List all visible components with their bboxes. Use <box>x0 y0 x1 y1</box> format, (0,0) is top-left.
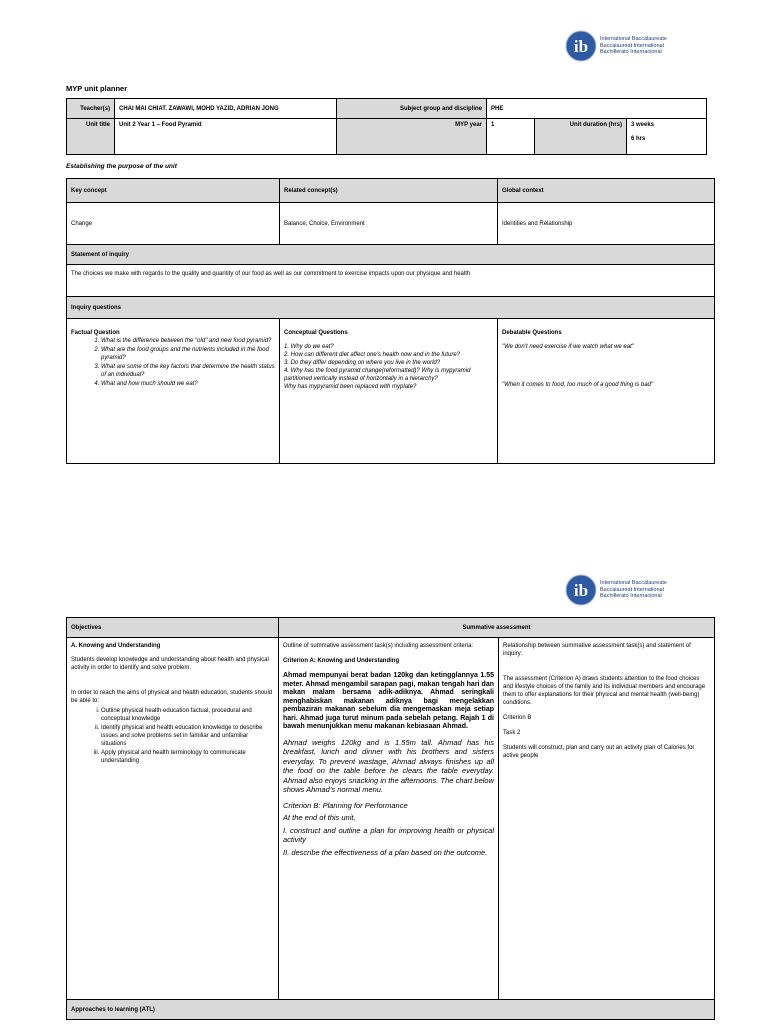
atl-label: Approaches to learning (ATL) <box>67 1000 715 1020</box>
malay-task-text: Ahmad mempunyai berat badan 120kg dan ketingglannya 1.55 meter. Ahmad mengambil sarapan pagi, makan tengah hari dan makan malam bersama adik-adiknya. Ahmad seringkali menghabiskan makanan adiknya bagi mengelakkan pembaziran makanan sebelum dia mengemaskan meja setiap hari. Ahmad juga turut minum pada sebelah petang. Rajah 1 di bawah menunjukkan menu makanan kebiasaan Ahmad. <box>283 672 494 730</box>
factual-item: 1. What is the difference between the "old" and new food pyramid? <box>101 337 275 345</box>
subject-value: PHE <box>487 99 707 119</box>
conceptual-item: 2. How can different diet affect one’s health now and in the future? <box>284 352 461 358</box>
unit-title-label: Unit title <box>67 119 115 155</box>
key-concept-value: Change <box>67 203 280 245</box>
logo-line-1: International Baccalaureate <box>600 580 667 587</box>
factual-cell <box>67 319 280 464</box>
objective-a-heading: A. Knowing and Understanding <box>71 643 161 649</box>
criterion-b-heading: Criterion B: Planning for Performance <box>283 800 408 810</box>
related-concepts-label: Related concept(s) <box>280 179 498 203</box>
factual-item: 2. What are the food groups and the nutrients included in the food pyramid? <box>101 346 275 362</box>
conceptual-item: Why has mypyramid been replaced with myplate? <box>284 384 417 390</box>
relationship-heading: Relationship between summative assessment task(s) and statement of inquiry: <box>503 643 691 657</box>
relationship-text: The assessment (Criterion A) draws students attention to the food choices and lifestyle choices of the family and its individual members and encourage them to offer explanations for their physical and mental health (well-being) conditions. <box>503 676 706 706</box>
factual-heading: Factual Question <box>71 330 120 336</box>
debatable-item: "We don’t need exercise if we watch what we eat" <box>502 344 634 350</box>
svg-text:ib: ib <box>573 37 589 56</box>
factual-item: 3. What are some of the key factors that determine the health status of an individual? <box>101 363 275 379</box>
english-task-text: Ahmad weighs 120kg and is 1.55m tall. Ahmad has his breakfast, lunch and dinner with his brothers and sisters everyday. To prevent wastage, Ahmad always finishes up all the food on the table before he clears the table everyday. Ahmad also enjoys snacking in the afternoons. The chart below shows Ahmad’s normal menu. <box>283 737 494 794</box>
global-context-value: Identities and Relationship <box>498 203 715 245</box>
purpose-heading: Establishing the purpose of the unit <box>66 163 177 170</box>
relationship-cell <box>499 638 715 1000</box>
teachers-label: Teacher(s) <box>67 99 115 119</box>
debatable-heading: Debatable Questions <box>502 330 562 336</box>
duration-weeks: 3 weeks <box>631 122 655 128</box>
ib-logo-icon <box>565 574 597 606</box>
ib-logo-icon <box>565 30 597 62</box>
task-i: I. construct and outline a plan for improving health or physical activity <box>283 825 494 844</box>
debatable-cell <box>498 319 715 464</box>
end-of-unit: At the end of this unit, <box>283 813 356 822</box>
debatable-item: "When it comes to food, too much of a good thing is bad" <box>502 382 654 388</box>
unit-title-value: Unit 2 Year 1 – Food Pyramid <box>115 119 337 155</box>
task-2-label: Task 2 <box>503 730 521 736</box>
conceptual-item: 3. Do they differ depending on where you live in the world? <box>284 360 441 366</box>
subject-label: Subject group and discipline <box>337 99 487 119</box>
statement-text: The choices we make with regards to the quality and quantity of our food as well as our commitment to exercise impacts upon our physique and health <box>67 265 715 297</box>
teachers-value: CHAI MAI CHIAT. ZAWAWI, MOHD YAZID, ADRIAN JONG <box>115 99 337 119</box>
logo-line-2: Baccalauréat International <box>600 42 664 49</box>
objectives-table <box>66 617 715 1020</box>
ib-logo <box>565 574 667 606</box>
logo-line-2: Baccalauréat International <box>600 586 664 593</box>
objective-item: iii. Apply physical and health terminology to communicate understanding <box>101 749 274 765</box>
planner-title: MYP unit planner <box>66 84 128 93</box>
logo-line-3: Bachillerato Internacional <box>600 49 662 56</box>
summative-outline-cell <box>279 638 499 1000</box>
related-concepts-value: Balance, Choice, Environment <box>280 203 498 245</box>
purpose-table <box>66 178 715 464</box>
objective-aims: In order to reach the aims of physical and health education, students should be able to: <box>71 690 273 704</box>
duration-value <box>627 119 707 155</box>
myp-year-value: 1 <box>487 119 535 155</box>
conceptual-heading: Conceptual Questions <box>284 330 348 336</box>
objective-item: ii. Identify physical and health education knowledge to describe issues and solve problems set in familiar and unfamiliar situations <box>101 724 274 748</box>
inquiry-label: Inquiry questions <box>67 297 715 319</box>
summative-label: Summative assessment <box>279 618 715 638</box>
criterion-b-short: Criterion B <box>503 715 532 721</box>
task-2-text: Students will construct, plan and carry out an activity plan of Calories for active people <box>503 745 695 759</box>
statement-label: Statement of inquiry <box>67 245 715 265</box>
conceptual-item: 1. Why do we eat? <box>284 344 334 350</box>
key-concept-label: Key concept <box>67 179 280 203</box>
duration-hours: 6 hrs <box>631 136 646 142</box>
objective-item: i. Outline physical health education factual, procedural and conceptual knowledge <box>101 707 274 723</box>
outline-heading: Outline of summative assessment task(s) including assessment criteria: <box>283 643 474 649</box>
unit-info-table <box>66 98 707 155</box>
conceptual-cell <box>280 319 498 464</box>
objective-intro: Students develop knowledge and understanding about health and physical activity in order to identify and solve problem. <box>71 657 269 671</box>
objectives-label: Objectives <box>67 618 279 638</box>
duration-label: Unit duration (hrs) <box>535 119 627 155</box>
logo-line-1: International Baccalaureate <box>600 36 667 43</box>
svg-text:ib: ib <box>573 581 589 600</box>
logo-line-3: Bachillerato Internacional <box>600 593 662 600</box>
task-ii: II. describe the effectiveness of a plan based on the outcome. <box>283 847 488 857</box>
global-context-label: Global context <box>498 179 715 203</box>
criterion-a: Criterion A: Knowing and Understanding <box>283 658 400 664</box>
ib-logo <box>565 30 667 62</box>
factual-item: 4. What and how much should we eat? <box>101 380 275 388</box>
conceptual-item: 4. Why has the food pyramid change(reformatted)? Why is mypyramid partitioned vertically instead of horizontally in a hierarchy? <box>284 368 471 382</box>
objectives-cell <box>67 638 279 1000</box>
myp-year-label: MYP year <box>337 119 487 155</box>
